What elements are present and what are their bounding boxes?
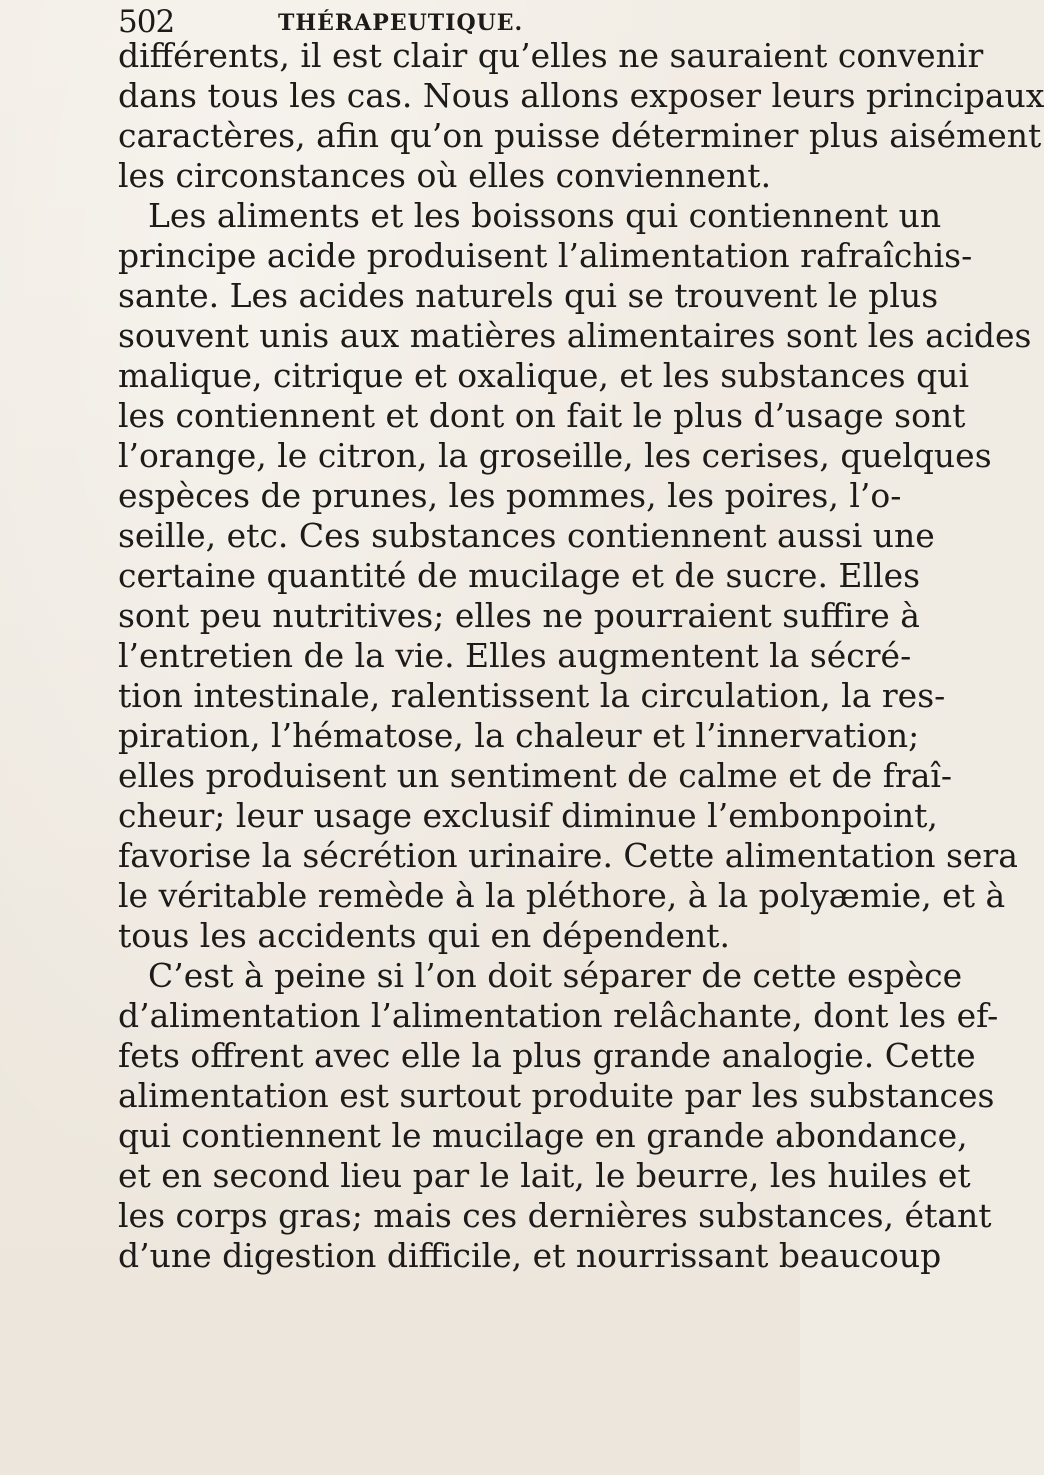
text-line: et en second lieu par le lait, le beurre, les huiles et	[118, 1156, 971, 1195]
paragraph-start-line: C’est à peine si l’on doit séparer de cette espèce	[148, 956, 963, 995]
text-line: sante. Les acides naturels qui se trouvent le plus	[118, 276, 939, 315]
text-line: tous les accidents qui en dépendent.	[118, 916, 731, 955]
text-line: tion intestinale, ralentissent la circulation, la res-	[118, 676, 946, 715]
text-line: les corps gras; mais ces dernières substances, étant	[118, 1196, 992, 1235]
text-line: caractères, afin qu’on puisse déterminer plus aisément	[118, 116, 1042, 155]
text-line: l’orange, le citron, la groseille, les cerises, quelques	[118, 436, 992, 475]
text-line: malique, citrique et oxalique, et les substances qui	[118, 356, 970, 395]
text-line: cheur; leur usage exclusif diminue l’embonpoint,	[118, 796, 938, 835]
text-line: certaine quantité de mucilage et de sucre. Elles	[118, 556, 921, 595]
body-text	[118, 36, 1044, 1276]
text-line: les contiennent et dont on fait le plus d’usage sont	[118, 396, 966, 435]
text-line: l’entretien de la vie. Elles augmentent la sécré-	[118, 636, 912, 675]
text-line: différents, il est clair qu’elles ne sauraient convenir	[118, 36, 984, 75]
text-line: le véritable remède à la pléthore, à la polyæmie, et à	[118, 876, 1006, 915]
text-line: seille, etc. Ces substances contiennent aussi une	[118, 516, 935, 555]
text-line: favorise la sécrétion urinaire. Cette alimentation sera	[118, 836, 1018, 875]
text-line: d’alimentation l’alimentation relâchante, dont les ef-	[118, 996, 999, 1035]
text-line: qui contiennent le mucilage en grande abondance,	[118, 1116, 968, 1155]
text-line: dans tous les cas. Nous allons exposer leurs principaux	[118, 76, 1044, 115]
text-line: fets offrent avec elle la plus grande analogie. Cette	[118, 1036, 976, 1075]
running-title: THÉRAPEUTIQUE.	[278, 10, 524, 36]
text-line: sont peu nutritives; elles ne pourraient suffire à	[118, 596, 920, 635]
page-number: 502	[118, 4, 175, 40]
text-line: d’une digestion difficile, et nourrissant beaucoup	[118, 1236, 942, 1275]
text-line: piration, l’hématose, la chaleur et l’innervation;	[118, 716, 920, 755]
text-line: souvent unis aux matières alimentaires sont les acides	[118, 316, 1032, 355]
text-line: espèces de prunes, les pommes, les poires, l’o-	[118, 476, 902, 515]
text-line: les circonstances où elles conviennent.	[118, 156, 772, 195]
text-line: elles produisent un sentiment de calme et de fraî-	[118, 756, 953, 795]
text-line: principe acide produisent l’alimentation rafraîchis-	[118, 236, 973, 275]
text-line: alimentation est surtout produite par les substances	[118, 1076, 995, 1115]
paragraph-start-line: Les aliments et les boissons qui contiennent un	[148, 196, 942, 235]
